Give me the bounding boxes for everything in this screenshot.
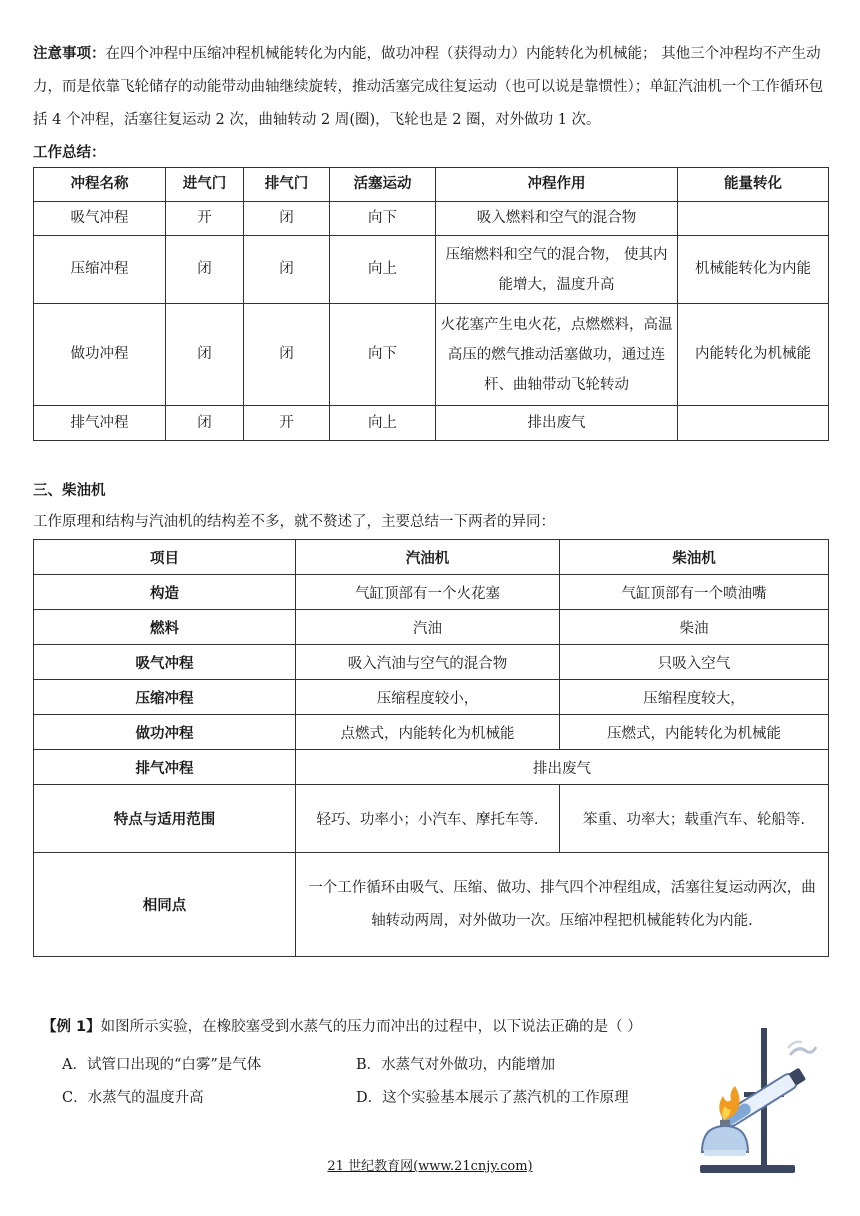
table-cell: 开 (166, 202, 244, 236)
header-cell: 能量转化 (678, 168, 829, 202)
table-cell: 向上 (330, 406, 436, 441)
table-cell (678, 406, 829, 441)
table-header-row (34, 540, 829, 575)
row-header: 燃料 (34, 610, 296, 645)
table-header-row (34, 168, 829, 202)
table-row (34, 785, 829, 853)
table-cell: 吸入汽油与空气的混合物 (296, 645, 560, 680)
page-content (33, 38, 828, 957)
table-cell: 吸入燃料和空气的混合物 (436, 202, 678, 236)
table-cell: 闭 (244, 304, 330, 406)
table-cell: 内能转化为机械能 (678, 304, 829, 406)
section-title: 三、柴油机 (33, 483, 106, 499)
table-cell: 做功冲程 (34, 304, 166, 406)
note-paragraph (33, 38, 828, 137)
table-cell: 一个工作循环由吸气、压缩、做功、排气四个冲程组成，活塞往复运动两次，曲轴转动两周，对外做功一次。压缩冲程把机械能转化为内能. (296, 853, 829, 957)
table-cell: 排气冲程 (34, 406, 166, 441)
engine-comparison-table (33, 539, 829, 957)
table-cell: 轻巧、功率小；小汽车、摩托车等. (296, 785, 560, 853)
table-cell: 点燃式，内能转化为机械能 (296, 715, 560, 750)
table-cell: 闭 (166, 406, 244, 441)
table-cell (678, 202, 829, 236)
table-cell: 排出废气 (436, 406, 678, 441)
option-a: A．试管口出现的“白雾”是气体 (62, 1057, 262, 1073)
table-cell: 吸气冲程 (34, 202, 166, 236)
table-cell: 压燃式，内能转化为机械能 (560, 715, 829, 750)
table-cell: 闭 (166, 236, 244, 304)
option-c: C．水蒸气的温度升高 (62, 1090, 204, 1106)
table-cell: 笨重、功率大；载重汽车、轮船等. (560, 785, 829, 853)
table-row (34, 715, 829, 750)
table-row (34, 853, 829, 957)
table-row (34, 750, 829, 785)
section-intro: 工作原理和结构与汽油机的结构差不多，就不赘述了，主要总结一下两者的异同： (33, 514, 555, 530)
summary-title: 工作总结： (33, 145, 106, 161)
table-row (34, 406, 829, 441)
table-cell: 向下 (330, 304, 436, 406)
table-cell: 柴油 (560, 610, 829, 645)
row-header: 压缩冲程 (34, 680, 296, 715)
table-cell: 气缸顶部有一个喷油嘴 (560, 575, 829, 610)
header-cell: 冲程名称 (34, 168, 166, 202)
header-cell: 活塞运动 (330, 168, 436, 202)
header-cell: 排气门 (244, 168, 330, 202)
header-cell: 柴油机 (560, 540, 829, 575)
table-row (34, 202, 829, 236)
table-row (34, 236, 829, 304)
table-row (34, 610, 829, 645)
row-header: 做功冲程 (34, 715, 296, 750)
header-cell: 项目 (34, 540, 296, 575)
stroke-summary-table (33, 167, 829, 441)
option-b: B．水蒸气对外做功，内能增加 (356, 1057, 556, 1073)
table-cell: 压缩程度较小， (296, 680, 560, 715)
table-cell: 排出废气 (296, 750, 829, 785)
table-cell: 只吸入空气 (560, 645, 829, 680)
footer-link[interactable]: 21 世纪教育网(www.21cnjy.com) (327, 1159, 533, 1174)
table-cell: 火花塞产生电火花，点燃燃料，高温高压的燃气推动活塞做功，通过连杆、曲轴带动飞轮转动 (436, 304, 678, 406)
table-cell: 压缩冲程 (34, 236, 166, 304)
header-cell: 冲程作用 (436, 168, 678, 202)
table-row (34, 680, 829, 715)
table-cell: 闭 (244, 202, 330, 236)
table-cell: 机械能转化为内能 (678, 236, 829, 304)
table-cell: 压缩燃料和空气的混合物， 使其内能增大，温度升高 (436, 236, 678, 304)
option-d: D．这个实验基本展示了蒸汽机的工作原理 (356, 1090, 629, 1106)
example-label: 【例 1】 (42, 1019, 101, 1035)
row-header: 排气冲程 (34, 750, 296, 785)
example-text: 如图所示实验，在橡胶塞受到水蒸气的压力而冲出的过程中，以下说法正确的是（ ） (100, 1019, 642, 1035)
table-row (34, 575, 829, 610)
row-header: 吸气冲程 (34, 645, 296, 680)
table-row (34, 645, 829, 680)
table-cell: 压缩程度较大， (560, 680, 829, 715)
row-header: 构造 (34, 575, 296, 610)
note-label: 注意事项： (33, 46, 106, 62)
row-header: 特点与适用范围 (34, 785, 296, 853)
table-row (34, 304, 829, 406)
table-cell: 闭 (244, 236, 330, 304)
note-text: 在四个冲程中压缩冲程机械能转化为内能，做功冲程（获得动力）内能转化为机械能； 其他三个冲程均不产生动力，而是依靠飞轮储存的动能带动曲轴继续旋转，推动活塞完成往复运动（也可以说是靠惯性）；单缸汽油机一个工作循环包括 4 个冲程，活塞往复运动 2 次，曲轴转动 2 周(圈)，飞轮也是 2 圈，对外做功 1 次。 (33, 46, 824, 128)
row-header: 相同点 (34, 853, 296, 957)
example-question (42, 1016, 642, 1038)
table-cell: 开 (244, 406, 330, 441)
header-cell: 汽油机 (296, 540, 560, 575)
table-cell: 汽油 (296, 610, 560, 645)
table-cell: 向上 (330, 236, 436, 304)
header-cell: 进气门 (166, 168, 244, 202)
table-cell: 闭 (166, 304, 244, 406)
table-cell: 向下 (330, 202, 436, 236)
table-cell: 气缸顶部有一个火花塞 (296, 575, 560, 610)
